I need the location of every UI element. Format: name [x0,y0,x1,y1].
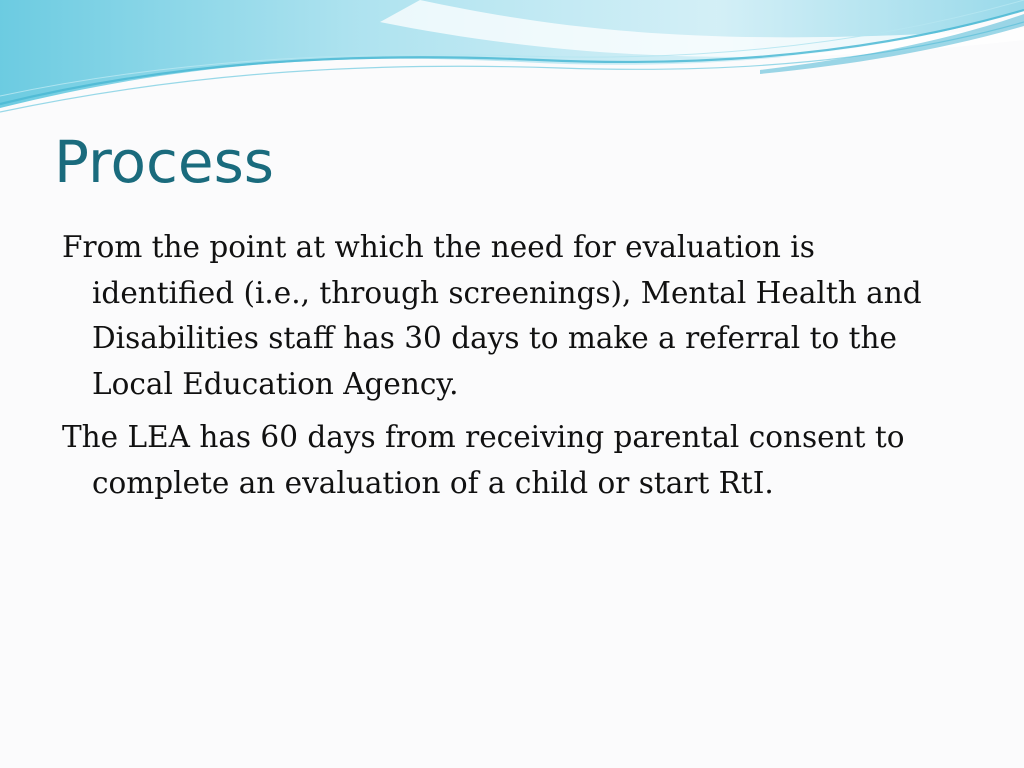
header-wave-decoration [0,0,1024,130]
bullet-list [62,225,962,514]
bullet-item-2: The LEA has 60 days from receiving parental consent to complete an evaluation of a child or start RtI. [62,420,905,500]
bullet-item-1: From the point at which the need for evaluation is identified (i.e., through screenings), Mental Health and Disabilities staff has 30 days to make a referral to the Local Education Agency. [62,230,922,401]
slide-title: Process [54,128,275,196]
